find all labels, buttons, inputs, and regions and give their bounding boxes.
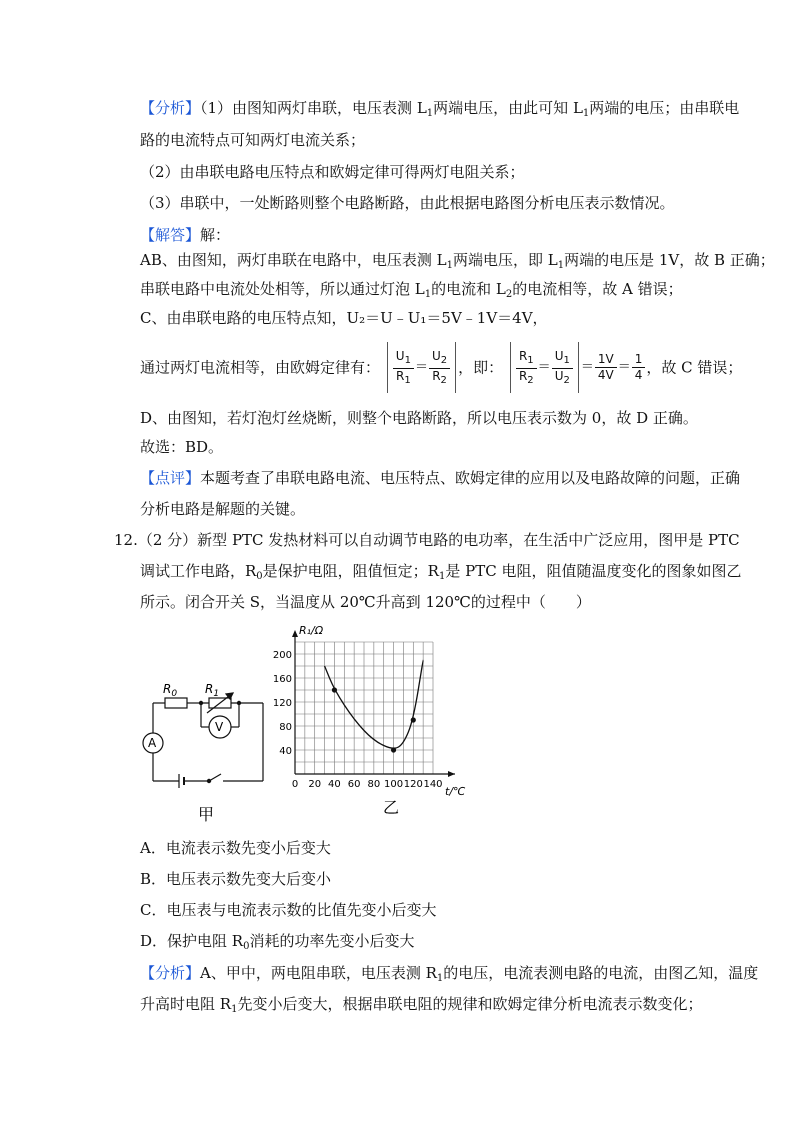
x-tick-label: 40 bbox=[328, 779, 341, 790]
x-tick-label: 120 bbox=[403, 779, 423, 790]
option-c[interactable]: C．电压表与电流表示数的比值先变小后变大 bbox=[140, 901, 437, 919]
y-axis-arrow bbox=[292, 630, 298, 637]
comment-line-2: 分析电路是解题的关键。 bbox=[140, 500, 306, 518]
fraction-1v-4v: $\frac{1V}{4V}$ bbox=[595, 352, 617, 383]
analysis2-tag: 【分析】 bbox=[140, 964, 201, 982]
x-tick-label: 140 bbox=[423, 779, 443, 790]
fraction-1-4: $\frac{1}{4}$ bbox=[632, 352, 646, 383]
data-point bbox=[332, 687, 337, 692]
ammeter-label: A bbox=[148, 736, 157, 750]
analysis-line-2: 路的电流特点可知两灯电流关系； bbox=[140, 131, 366, 149]
y-axis-label: R₁/Ω bbox=[299, 624, 324, 637]
y-tick-label: 200 bbox=[272, 650, 292, 661]
q12-line-2: 调试工作电路，$R_0$是保护电阻，阻值恒定；$R_1$是 PTC 电阻，阻值随温度变化的图象如图乙 bbox=[140, 562, 742, 582]
q12-line-1: 12.（2 分）新型 PTC 发热材料可以自动调节电路的电功率，在生活中广泛应用，图甲是 PTC bbox=[114, 531, 740, 549]
q12-line-3: 所示。闭合开关 S，当温度从 20℃升高到 120℃的过程中（ ） bbox=[140, 593, 591, 611]
y-tick-label: 160 bbox=[272, 674, 292, 685]
ratio-equation: $\frac{R_1}{R_2}$ ＝ $\frac{U_1}{U_2}$ bbox=[510, 342, 579, 393]
answer-tag: 【解答】 bbox=[140, 226, 201, 244]
r0-label: $R_0$ bbox=[163, 682, 178, 699]
data-point bbox=[411, 717, 416, 722]
analysis-tag: 【分析】 bbox=[140, 99, 201, 117]
circuit-diagram bbox=[135, 675, 265, 825]
option-d[interactable]: D．保护电阻 $R_0$消耗的功率先变小后变大 bbox=[140, 932, 415, 952]
comment-line-1: 【点评】本题考查了串联电路电流、电压特点、欧姆定律的应用以及电路故障的问题，正确 bbox=[140, 469, 741, 487]
y-tick-label: 40 bbox=[279, 746, 292, 757]
answer-line-c: C、由串联电路的电压特点知，U₂＝U﹣U₁＝5V﹣1V＝4V， bbox=[140, 309, 548, 327]
analysis2-line-2: 升高时电阻 $R_1$先变小后变大，根据串联电阻的规律和欧姆定律分析电流表示数变化； bbox=[140, 995, 703, 1015]
chart-axes bbox=[292, 630, 455, 777]
fraction-u1-r1: $\frac{U_1}{R_1}$ bbox=[393, 349, 414, 388]
analysis2-line-1: 【分析】A、甲中，两电阻串联，电压表测 $R_1$的电压，电流表测电路的电流，由图乙知，温度 bbox=[140, 964, 759, 984]
option-a[interactable]: A．电流表示数先变小后变大 bbox=[140, 839, 331, 857]
answer-line-ab2: 串联电路中电流处处相等，所以通过灯泡 $L_1$的电流和 $L_2$的电流相等，故 A 错误； bbox=[140, 280, 683, 300]
fraction-u1-u2: $\frac{U_1}{U_2}$ bbox=[552, 349, 573, 388]
analysis-line-3: （2）由串联电路电压特点和欧姆定律可得两灯电阻关系； bbox=[140, 163, 525, 181]
switch-blade bbox=[209, 774, 221, 781]
ptc-resistance-chart bbox=[265, 620, 480, 820]
answer-line-c2: 通过两灯电流相等，由欧姆定律有： $\frac{U_1}{R_1}$ ＝ $\frac{U_2}{R_2}$ ，即： $\frac{R_1}{R_2}$ ＝ $\frac{U_1}{U_2}$ ＝ $\frac{1V}{4V}$ ＝ $\frac{1}{4}$ ，故 C 错误； bbox=[140, 342, 742, 393]
comment-tag: 【点评】 bbox=[140, 469, 201, 487]
fraction-u2-r2: $\frac{U_2}{R_2}$ bbox=[429, 349, 450, 388]
answer-heading: 【解答】解： bbox=[140, 226, 231, 244]
x-tick-label: 100 bbox=[384, 779, 404, 790]
fraction-r1-r2: $\frac{R_1}{R_2}$ bbox=[516, 349, 537, 388]
question-number: 12. bbox=[114, 531, 138, 549]
x-tick-label: 60 bbox=[347, 779, 361, 790]
y-tick-label: 120 bbox=[272, 698, 292, 709]
x-tick-label: 20 bbox=[308, 779, 322, 790]
option-b[interactable]: B．电压表示数先变大后变小 bbox=[140, 870, 332, 888]
x-axis-arrow bbox=[448, 771, 455, 777]
r0-resistor bbox=[165, 698, 187, 708]
x-axis-label: t/℃ bbox=[445, 785, 466, 798]
ohm-equation: $\frac{U_1}{R_1}$ ＝ $\frac{U_2}{R_2}$ bbox=[387, 342, 456, 393]
answer-choose: 故选：BD。 bbox=[140, 438, 224, 456]
chart-caption: 乙 bbox=[383, 798, 400, 817]
chart-grid bbox=[295, 642, 433, 774]
answer-line-ab: AB、由图知，两灯串联在电路中，电压表测 $L_1$两端电压，即 $L_1$两端的电压是 1V，故 B 正确； bbox=[140, 251, 775, 271]
y-tick-label: 80 bbox=[279, 722, 292, 733]
answer-line-d: D、由图知，若灯泡灯丝烧断，则整个电路断路，所以电压表示数为 0，故 D 正确。 bbox=[140, 409, 698, 427]
data-point bbox=[391, 747, 396, 752]
r1-label: $R_1$ bbox=[205, 682, 220, 699]
x-tick-label: 0 bbox=[291, 779, 299, 790]
circuit-caption: 甲 bbox=[198, 805, 215, 824]
analysis-line-4: （3）串联中，一处断路则整个电路断路，由此根据电路图分析电压表示数情况。 bbox=[140, 194, 675, 212]
x-tick-label: 80 bbox=[367, 779, 381, 790]
voltmeter-label: V bbox=[215, 720, 224, 734]
analysis-line-1: 【分析】（1）由图知两灯串联，电压表测 $L_1$两端电压，由此可知 $L_1$两端的电压；由串联电 bbox=[140, 99, 740, 119]
